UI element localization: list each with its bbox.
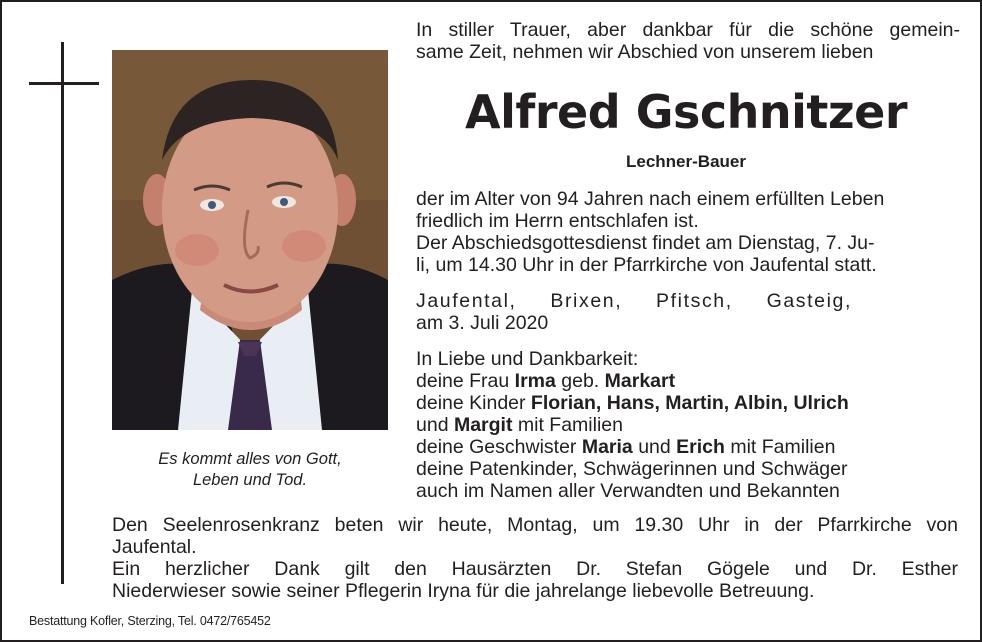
places-line: Jaufental, Brixen, Pfitsch, Gasteig, xyxy=(416,290,852,312)
thanks-line: Niederwieser sowie seiner Pflegerin Iryna für die jahrelange liebevolle Betreuung. xyxy=(112,580,815,602)
text: und xyxy=(416,414,454,436)
deceased-nickname: Lechner-Bauer xyxy=(626,152,746,171)
announcement-line: friedlich im Herrn entschlafen ist. xyxy=(416,210,699,232)
text: geb. xyxy=(555,370,605,392)
sibling-name: Maria xyxy=(581,436,633,458)
funeral-home-footer: Bestattung Kofler, Sterzing, Tel. 0472/765452 xyxy=(29,614,271,628)
text: und xyxy=(632,436,677,458)
caption-line: Leben und Tod. xyxy=(192,471,308,489)
deceased-name: Alfred Gschnitzer xyxy=(464,85,908,139)
mourner-children xyxy=(416,392,849,414)
portrait-illustration xyxy=(112,50,388,430)
intro-text xyxy=(416,19,960,63)
text: deine Kinder xyxy=(416,392,531,414)
mourner-relatives: auch im Namen aller Verwandten und Bekannten xyxy=(416,480,840,502)
children-names: Florian, Hans, Martin, Albin, Ulrich xyxy=(530,392,849,414)
intro-line: same Zeit, nehmen wir Abschied von unserem lieben xyxy=(416,41,874,63)
rosary-line: Jaufental. xyxy=(112,536,197,558)
cross-icon xyxy=(61,42,64,584)
closing-text xyxy=(112,514,958,602)
announcement-line: Der Abschiedsgottesdienst findet am Dienstag, 7. Ju- xyxy=(416,232,875,254)
mourner-siblings xyxy=(416,436,849,458)
date-line: am 3. Juli 2020 xyxy=(416,312,549,334)
portrait-photo xyxy=(112,50,388,430)
text: deine Frau xyxy=(416,370,515,392)
mourner-wife xyxy=(416,370,849,392)
mourners-list xyxy=(416,348,849,502)
mourners-heading: In Liebe und Dankbarkeit: xyxy=(416,348,639,370)
mourner-godchildren: deine Patenkinder, Schwägerinnen und Schwäger xyxy=(416,458,848,480)
mourner-children-cont xyxy=(416,414,849,436)
thanks-line: Ein herzlicher Dank gilt den Hausärzten Dr. Stefan Gögele und Dr. Esther xyxy=(112,558,958,580)
cross-icon-bar xyxy=(29,82,99,85)
caption-line: Es kommt alles von Gott, xyxy=(158,450,342,468)
text: deine Geschwister xyxy=(416,436,582,458)
place-date xyxy=(416,290,852,334)
announcement-text xyxy=(416,188,960,276)
wife-name: Irma xyxy=(514,370,556,392)
intro-line: In stiller Trauer, aber dankbar für die schöne gemein- xyxy=(416,19,960,41)
rosary-line: Den Seelenrosenkranz beten wir heute, Montag, um 19.30 Uhr in der Pfarrkirche von xyxy=(112,514,958,536)
sibling-name: Erich xyxy=(676,436,725,458)
text: mit Familien xyxy=(512,414,623,436)
announcement-line: li, um 14.30 Uhr in der Pfarrkirche von Jaufental statt. xyxy=(416,254,877,276)
announcement-line: der im Alter von 94 Jahren nach einem erfüllten Leben xyxy=(416,188,885,210)
text: mit Familien xyxy=(724,436,836,458)
child-last-name: Margit xyxy=(453,414,513,436)
photo-caption xyxy=(112,449,388,491)
wife-maiden-name: Markart xyxy=(604,370,676,392)
